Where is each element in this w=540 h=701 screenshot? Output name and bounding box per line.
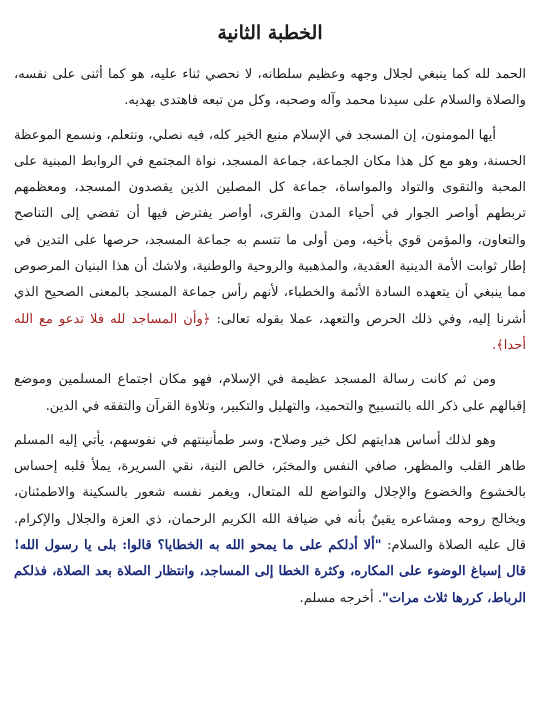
paragraph-text: وهو لذلك أساس هدايتهم لكل خير وصلاح، وسر طمأنينتهم في نفوسهم، يأتي إليه المسلم طاهر القلب والمظهر، صافي النفس والمخبَر، خالص النية، نقي السريرة، يملأ قلبه إحساس بالخشوع والخضوع والإجلال والتواضع لله المتعال، ويغمر نفسه شعور بالسكينة والاطمئنان، ويخالج روحه ومشاعره يقينٌ بأنه في ضيافة الله الكريم الرحمان، ذي العزة والجلال والإكرام. قال عليه الصلاة والسلام: bbox=[14, 432, 526, 554]
hadith-source: . أخرجه مسلم. bbox=[299, 590, 383, 606]
paragraph-praise bbox=[14, 62, 526, 115]
page-title: الخطبة الثانية bbox=[217, 22, 323, 44]
paragraph-text: الحمد لله كما ينبغي لجلال وجهه وعظيم سلطانه، لا نحصي ثناء عليه، هو كما أثنى على نفسه، والصلاة والسلام على سيدنا محمد وآله وصحبه، وكل من تبعه فاهتدى بهديه. bbox=[14, 67, 526, 109]
paragraph-text: أيها المومنون، إن المسجد في الإسلام منبع الخير كله، فيه نصلي، ونتعلم، ونسمع الموعظة الحسنة، وهو مع كل هذا مكان الجماعة، جماعة المسجد، نواة المجتمع في الروابط المبنية على المحبة والتقوى والتواد والمواساة، جماعة كل المصلين الذين يقصدون المسجد، ومعظمهم تربطهم أواصر الجوار في أحياء المدن والقرى، أواصر يفترض فيها أن تفضي إلى التناصح والتعاون، والمؤمن قوي بأخيه، ومن أولى ما تتسم به جماعة المسجد، حرصها على التدين في إطار ثوابت الأمة الدينية العقدية، والمذهبية والروحية والوطنية، ولاشك أن هذا البنيان المرصوص مما ينبغي أن يتعهده السادة الأئمة والخطباء، لأنهم رأس جماعة المسجد بالمعنى الصحيح الذي أشرنا إليه، وفي ذلك الحرص والتعهد، عملا بقوله تعالى: bbox=[14, 127, 527, 327]
hadith-quote: "ألا أدلكم على ما يمحو الله به الخطايا؟ قالوا: بلى يا رسول الله! قال إسباغ الوضوء على المكاره، وكثرة الخطا إلى المساجد، وانتظار الصلاة بعد الصلاة، فذلكم الرباط، كررها ثلاث مرات" bbox=[14, 538, 526, 606]
quran-verse: ﴿وأن المساجد لله فلا تدعو مع الله أحدا﴾. bbox=[14, 311, 526, 353]
paragraph-guidance bbox=[14, 428, 526, 612]
paragraph-mosque-role bbox=[14, 123, 526, 360]
sermon-page bbox=[14, 0, 526, 701]
paragraph-mosque-mission bbox=[14, 367, 526, 420]
paragraph-text: ومن ثم كانت رسالة المسجد عظيمة في الإسلام، فهو مكان اجتماع المسلمين وموضع إقبالهم على ذكر الله بالتسبيح والتحميد، والتهليل والتكبير، وتلاوة القرآن والتفقه في الدين. bbox=[14, 372, 526, 414]
